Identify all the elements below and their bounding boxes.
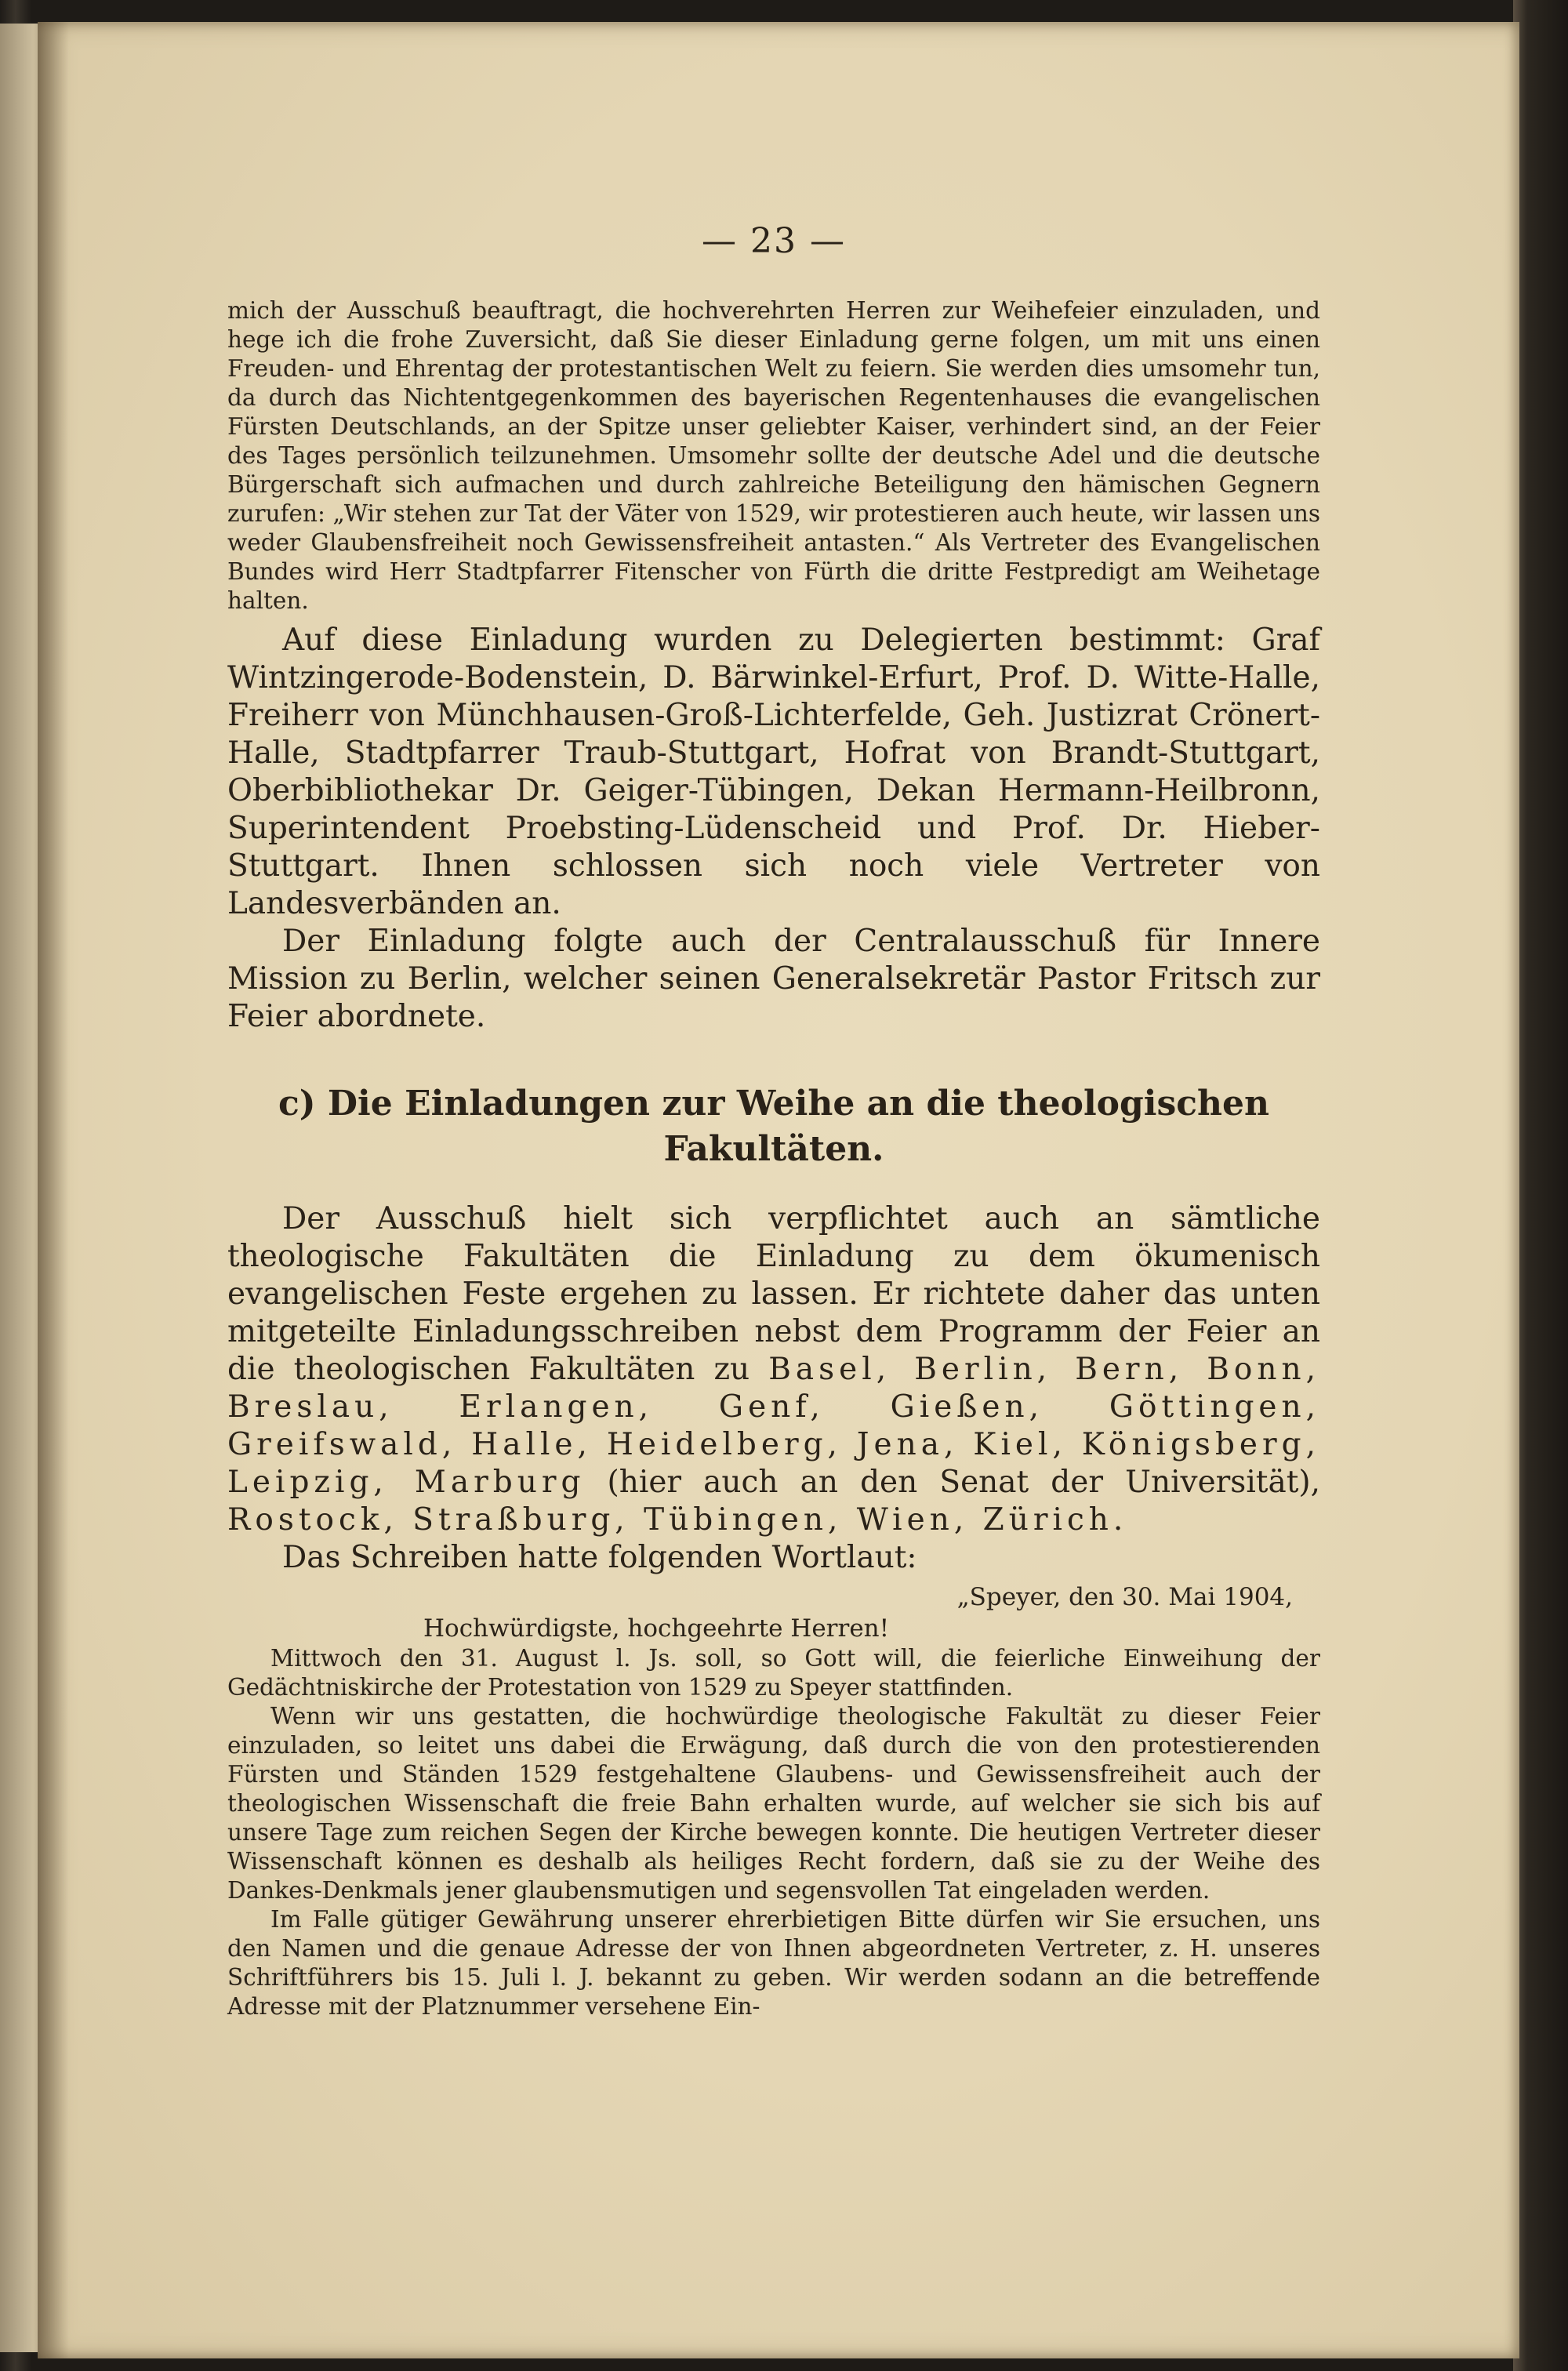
letter-salutation: Hochwürdigste, hochgeehrte Herren!	[423, 1614, 890, 1643]
letter-place-date: „Speyer, den 30. Mai 1904,	[956, 1583, 1293, 1611]
wording-paragraph: Das Schreiben hatte folgenden Wortlaut:	[282, 1540, 917, 1575]
delegates-paragraph: Auf diese Einladung wurden zu Delegierten bestimmt: Graf Wintzingerode-Bodenstein, D. Bärwinkel-Erfurt, Prof. D. Witte-Halle, Freiherr von Münchhausen-Groß-Lichterfelde, Geh. Justizrat Crönert-Halle, Stadtpfarrer Traub-Stuttgart, Hofrat von Brandt-Stuttgart, Oberbibliothekar Dr. Geiger-Tübingen, Dekan Hermann-Heilbronn, Superintendent Proebsting-Lüdenscheid und Prof. Dr. Hieber-Stuttgart. Ihnen schlossen sich noch viele Vertreter von Landesverbänden an.	[227, 623, 1320, 921]
letter-paragraph-1: Mittwoch den 31. August l. Js. soll, so Gott will, die feierliche Einweihung der Gedächtniskirche der Protestation von 1529 zu Speyer stattfinden.	[227, 1645, 1320, 1701]
letter-paragraph-2: Wenn wir uns gestatten, die hochwürdige theologische Fakultät zu dieser Feier einzuladen, so leitet uns dabei die Erwägung, daß durch die von den protestierenden Fürsten und Ständen 1529 festgehaltene Glaubens- und Gewissensfreiheit auch der theologischen Wissenschaft die freie Bahn erhalten wurde, auf welcher sie sich bis auf unsere Tage zum reichen Segen der Kirche bewegen konnte. Die heutigen Vertreter dieser Wissenschaft können es deshalb als heiliges Recht fordern, daß sie zu der Weihe des Dankes-Denkmals jener glaubensmutigen und segensvollen Tat eingeladen werden.	[227, 1703, 1320, 1904]
faculties-intro-text: Der Ausschuß hielt sich verpflichtet auch an sämtliche theologische Fakultäten die Einladung zu dem ökumenisch evangelischen Feste ergehen zu lassen. Er richtete daher das unten mitgeteilte Einladungsschreiben nebst dem Programm der Feier an die theologischen Fakultäten zu	[227, 1201, 1320, 1387]
universities-list-end: Rostock, Straßburg, Tübingen, Wien, Zürich.	[227, 1502, 1128, 1538]
section-heading: c) Die Einladungen zur Weihe an die theologischen Fakultäten.	[278, 1084, 1270, 1169]
opening-paragraph: mich der Ausschuß beauftragt, die hochverehrten Herren zur Weihefeier einzuladen, und hege ich die frohe Zuversicht, daß Sie dieser Einladung gerne folgen, um mit uns einen Freuden- und Ehrentag der protestantischen Welt zu feiern. Sie werden dies umsomehr tun, da durch das Nichtentgegenkommen des bayerischen Regentenhauses die evangelischen Fürsten Deutschlands, an der Spitze unser geliebter Kaiser, verhindert sind, an der Feier des Tages persönlich teilzunehmen. Umsomehr sollte der deutsche Adel und die deutsche Bürgerschaft sich aufmachen und durch zahlreiche Beteiligung den hämischen Gegnern zurufen: „Wir stehen zur Tat der Väter von 1529, wir protestieren auch heute, wir lassen uns weder Glaubensfreiheit noch Gewissensfreiheit antasten.“ Als Vertreter des Evangelischen Bundes wird Herr Stadtpfarrer Fitenscher von Fürth die dritte Festpredigt am Weihetage halten.	[227, 297, 1320, 614]
central-committee-paragraph: Der Einladung folgte auch der Centralausschuß für Innere Mission zu Berlin, welcher seinen Generalsekretär Pastor Fritsch zur Feier abordnete.	[227, 924, 1320, 1034]
book-page	[38, 22, 1519, 2358]
text-block	[227, 296, 1320, 2021]
faculties-intro-paragraph	[227, 1200, 1320, 1539]
universities-list: Basel, Berlin, Bern, Bonn, Breslau, Erlangen, Genf, Gießen, Göttingen, Greifswald, Halle, Heidelberg, Jena, Kiel, Königsberg, Leipzig, Marburg	[227, 1352, 1320, 1500]
book-cover-edge	[1513, 0, 1568, 2371]
letter-paragraph-3: Im Falle gütiger Gewährung unserer ehrerbietigen Bitte dürfen wir Sie ersuchen, uns den Namen und die genaue Adresse der von Ihnen abgeordneten Vertreter, z. H. unseres Schriftführers bis 15. Juli l. J. bekannt zu geben. Wir werden sodann an die betreffende Adresse mit der Platznummer versehene Ein-	[227, 1906, 1320, 2020]
gutter-shadow	[38, 22, 69, 2358]
faculties-mid-text: (hier auch an den Senat der Universität),	[607, 1465, 1320, 1500]
page-number: — 23 —	[702, 221, 846, 261]
